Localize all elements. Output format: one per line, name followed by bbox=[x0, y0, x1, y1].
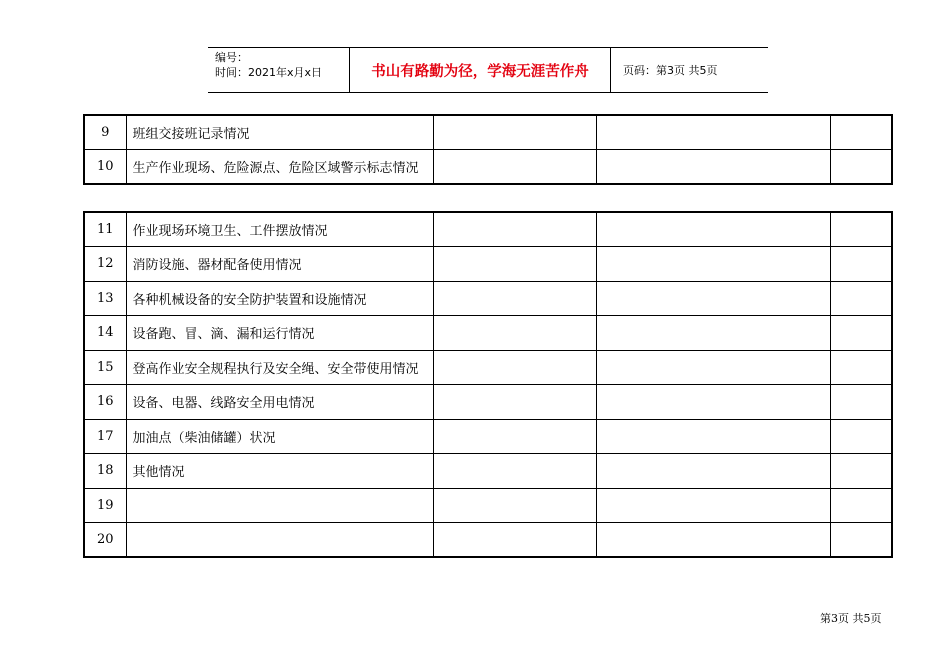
blank-cell bbox=[596, 316, 830, 351]
blank-cell bbox=[433, 281, 596, 316]
row-number: 11 bbox=[84, 212, 126, 247]
row-item: 设备跑、冒、滴、漏和运行情况 bbox=[126, 316, 433, 351]
table-row bbox=[84, 115, 892, 150]
table-row bbox=[84, 488, 892, 523]
page-footer-number: 第3页 共5页 bbox=[820, 612, 882, 625]
blank-cell bbox=[830, 150, 892, 185]
row-item bbox=[126, 523, 433, 558]
row-number: 13 bbox=[84, 281, 126, 316]
row-number: 12 bbox=[84, 247, 126, 282]
row-number: 9 bbox=[84, 115, 126, 150]
blank-cell bbox=[433, 115, 596, 150]
blank-cell bbox=[433, 316, 596, 351]
row-item bbox=[126, 488, 433, 523]
blank-cell bbox=[596, 419, 830, 454]
blank-cell bbox=[433, 212, 596, 247]
blank-cell bbox=[830, 212, 892, 247]
blank-cell bbox=[596, 488, 830, 523]
table-row bbox=[84, 454, 892, 489]
header-meta bbox=[208, 48, 350, 92]
blank-cell bbox=[596, 247, 830, 282]
blank-cell bbox=[433, 385, 596, 420]
row-item: 加油点（柴油储罐）状况 bbox=[126, 419, 433, 454]
row-item: 作业现场环境卫生、工件摆放情况 bbox=[126, 212, 433, 247]
table-row bbox=[84, 316, 892, 351]
table-row bbox=[84, 385, 892, 420]
header-motto: 书山有路勤为径，学海无涯苦作舟 bbox=[350, 48, 611, 92]
row-number: 17 bbox=[84, 419, 126, 454]
row-number: 10 bbox=[84, 150, 126, 185]
blank-cell bbox=[830, 523, 892, 558]
blank-cell bbox=[433, 419, 596, 454]
table-row bbox=[84, 419, 892, 454]
blank-cell bbox=[433, 488, 596, 523]
blank-cell bbox=[596, 281, 830, 316]
row-item: 各种机械设备的安全防护装置和设施情况 bbox=[126, 281, 433, 316]
blank-cell bbox=[433, 150, 596, 185]
blank-cell bbox=[433, 350, 596, 385]
blank-cell bbox=[830, 350, 892, 385]
row-item: 消防设施、器材配备使用情况 bbox=[126, 247, 433, 282]
row-number: 20 bbox=[84, 523, 126, 558]
table-row bbox=[84, 150, 892, 185]
blank-cell bbox=[830, 454, 892, 489]
blank-cell bbox=[830, 385, 892, 420]
table-row bbox=[84, 281, 892, 316]
row-number: 16 bbox=[84, 385, 126, 420]
row-item: 生产作业现场、危险源点、危险区域警示标志情况 bbox=[126, 150, 433, 185]
blank-cell bbox=[596, 150, 830, 185]
blank-cell bbox=[596, 385, 830, 420]
table-row bbox=[84, 212, 892, 247]
blank-cell bbox=[830, 281, 892, 316]
blank-cell bbox=[596, 454, 830, 489]
row-number: 19 bbox=[84, 488, 126, 523]
inspection-table-part1 bbox=[83, 114, 893, 185]
page-header bbox=[208, 47, 768, 93]
blank-cell bbox=[830, 115, 892, 150]
blank-cell bbox=[596, 212, 830, 247]
blank-cell bbox=[830, 247, 892, 282]
row-item: 设备、电器、线路安全用电情况 bbox=[126, 385, 433, 420]
blank-cell bbox=[596, 523, 830, 558]
table-row bbox=[84, 247, 892, 282]
inspection-table-part2 bbox=[83, 211, 893, 558]
table-row bbox=[84, 350, 892, 385]
blank-cell bbox=[433, 454, 596, 489]
blank-cell bbox=[830, 488, 892, 523]
blank-cell bbox=[596, 115, 830, 150]
row-number: 18 bbox=[84, 454, 126, 489]
blank-cell bbox=[596, 350, 830, 385]
row-number: 14 bbox=[84, 316, 126, 351]
time-label: 时间：2021年x月x日 bbox=[215, 66, 323, 79]
table-row bbox=[84, 523, 892, 558]
header-page-label: 页码：第3页 共5页 bbox=[623, 64, 718, 77]
row-number: 15 bbox=[84, 350, 126, 385]
number-label: 编号： bbox=[215, 51, 248, 64]
row-item: 登高作业安全规程执行及安全绳、安全带使用情况 bbox=[126, 350, 433, 385]
blank-cell bbox=[433, 523, 596, 558]
row-item: 班组交接班记录情况 bbox=[126, 115, 433, 150]
blank-cell bbox=[433, 247, 596, 282]
blank-cell bbox=[830, 316, 892, 351]
blank-cell bbox=[830, 419, 892, 454]
row-item: 其他情况 bbox=[126, 454, 433, 489]
